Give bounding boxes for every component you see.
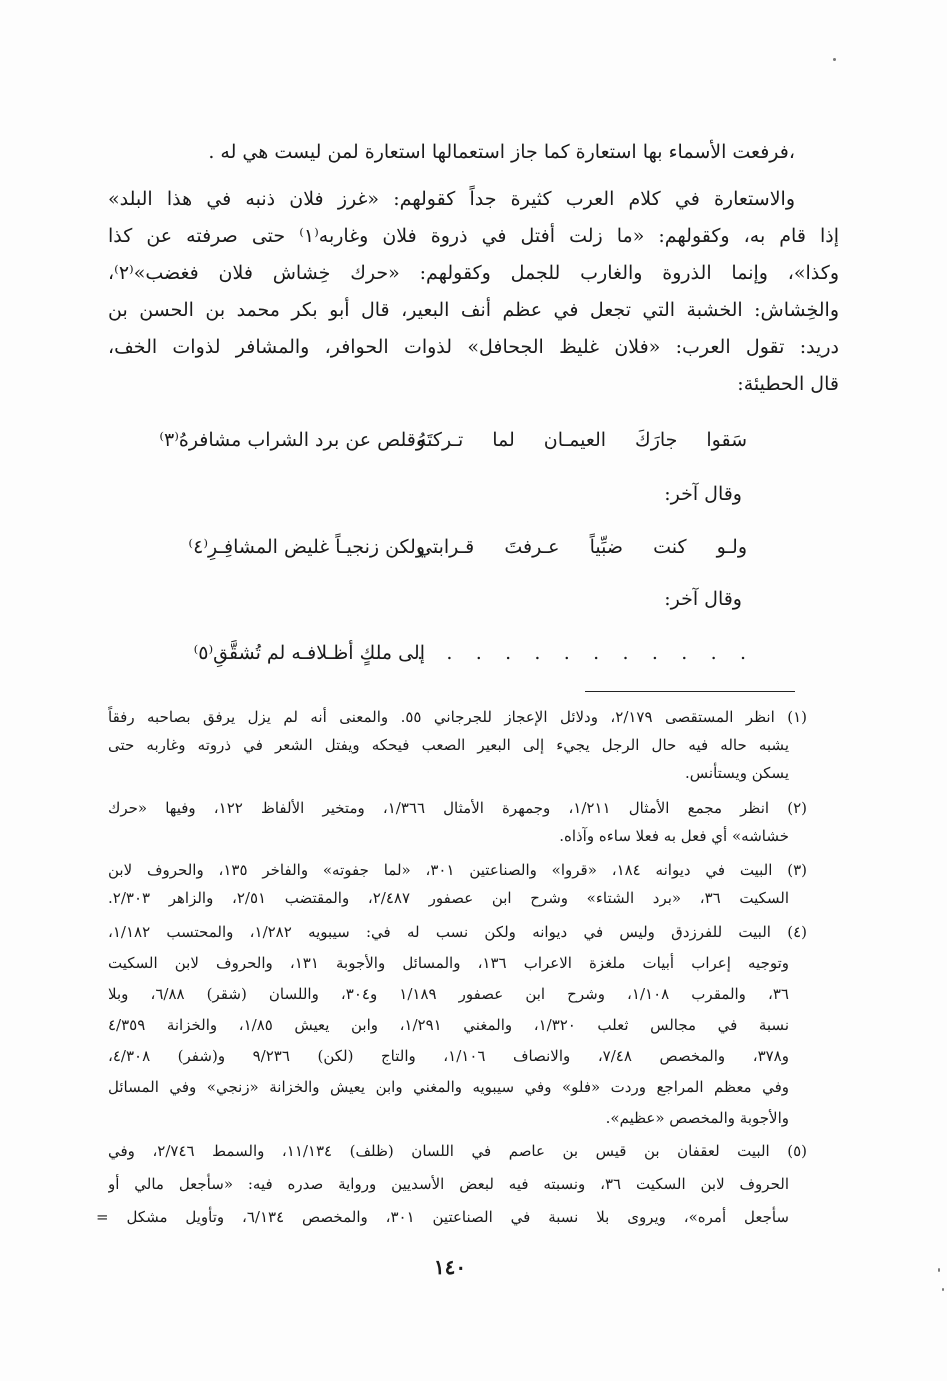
body-line: إذا قام به، وكقولهم: «ما زلت أفتل في ذروة فلان وغاربه⁽١⁾ حتى صرفته عن كذا — [108, 225, 839, 247]
body-line: وكذا»، وإنما الذروة والغارب للجمل وكقولهم: «حرك خِشاش فلان فغضب»⁽٢⁾، — [108, 262, 839, 284]
verse-line — [0, 633, 947, 673]
footnote-line: سأجعل أمره»، ويروى بلا نسبة في الصناعتين ٣٠١، والمخصص ٦/١٣٤، وتأويل مشكل = — [96, 1208, 789, 1226]
footnote-line: يشبه حاله فيه حال الرجل يجيء إلى البعير الصعب فيحكه ويفتل الشعر في ذروته وغاربه حتى — [108, 736, 789, 754]
body-line: والاستعارة في كلام العرب كثيرة جداً كقولهم: «غرز فلان ذنبه في هذا البلد» — [108, 188, 795, 210]
verse-second-hemistich: ولكن زنجيـاً غليض المشافِـرِ⁽٤⁾ — [188, 536, 425, 558]
scan-speck — [833, 58, 836, 61]
footnote-line: الحروف لابن السكيت ٣٦، ونسبته فيه لبعض الأسديين ورواية صدره فيه: «سأجعل مالي أو — [108, 1175, 789, 1193]
footnote-line: وتوجيه إعراب أبيات ملغزة الاعراب ١٣٦، والمسائل والأجوبة ١٣١، والحروف لابن السكيت — [108, 954, 789, 972]
footnote-line: ٣٦، والمقرب ١/١٠٨، وشرح ابن عصفور ١/١٨٩ و٣٠٤، واللسان (شقر) ٦/٨٨، وبلا — [108, 985, 789, 1003]
body-line: قال الحطيئة: — [737, 373, 839, 395]
footnote-line: و٣٧٨، والمخصص ٧/٤٨، والانصاف ١/١٠٦، والتاج (لكن) ٩/٢٣٦ و(شفر) ٤/٣٠٨، — [108, 1047, 789, 1065]
footnote-line: (١) انظر المستقصى ٢/١٧٩، ودلائل الإعجاز للجرجاني ٥٥. والمعنى أنه لم يزل يرفق بصاحبه رفقاً — [108, 708, 807, 726]
verse-intro-label: وقال آخر: — [664, 588, 742, 610]
footnote-line: والأجوبة والمخصص «عظيم». — [605, 1109, 789, 1127]
body-line: دريد: تقول العرب: «فلان غليظ الجحافل» لذوات الحوافر، والمشافر لذوات الخف، — [108, 336, 839, 358]
page-number: ١٤٠ — [433, 1255, 467, 1279]
footnote-line: (٢) انظر مجمع الأمثال ١/٢١١، وجمهرة الأمثال ١/٣٦٦، ومتخير الألفاظ ١٢٢، وفيها «حرك — [108, 799, 807, 817]
footnote-line: (٣) البيت في ديوانه ١٨٤، «قروا» والصناعتين ٣٠١، «لما جفوته» والفاخر ١٣٥، والحروف لابن — [108, 861, 807, 879]
verse-first-hemistich: سَقوا جارَكَ العيمـان لما تـركتَهُ — [417, 429, 747, 451]
footnote-line: السكيت ٣٦، «برد الشتاء» وشرح ابن عصفور ٢/٤٨٧، والمقتضب ٢/٥١، والزاهر ٢/٣٠٣. — [108, 889, 789, 907]
footnote-separator — [585, 691, 795, 692]
verse-first-hemistich: ولـو كنت ضبِّياً عـرفتَ قـرابتي — [417, 536, 747, 558]
footnote-line: نسبة في مجالس ثعلب ١/٣٢٠، والمغني ١/٢٩١، وابن يعيش ١/٨٥، والخزانة ٤/٣٥٩ — [108, 1016, 789, 1034]
body-line: ،فرفعت الأسماء بها استعارة كما جاز استعمالها استعارة لمن ليست هي له . — [208, 141, 795, 163]
verse-line — [0, 527, 947, 567]
scan-speck — [942, 1288, 944, 1291]
verse-intro-label: وقال آخر: — [664, 483, 742, 505]
verse-second-hemistich: إلى ملكٍ أظـلافـه لم تُشقَّقِ⁽٥⁾ — [193, 642, 425, 664]
verse-line — [0, 420, 947, 460]
scan-speck — [938, 1268, 940, 1272]
footnote-line: خشاشه» أي فعل به فعلا ساءه وآذاه. — [559, 827, 789, 845]
footnote-line: (٥) البيت لعقفان بن قيس بن عاصم في اللسان (ظلف) ١١/١٣٤، والسمط ٢/٧٤٦، وفي — [108, 1142, 807, 1160]
footnote-line: يسكن ويستأنس. — [685, 764, 789, 782]
verse-second-hemistich: وقلص عن برد الشراب مشافرهُ⁽٣⁾ — [159, 429, 425, 451]
footnote-line: وفي معظم المراجع وردت «فلو» وفي سيبويه والمغني وابن يعيش والخزانة «زنجي» وفي المسائل — [108, 1078, 789, 1096]
body-line: والخِشاش: الخشبة التي تجعل في عظم أنف البعير، قال أبو بكر محمد بن الحسن بن — [108, 299, 839, 321]
verse-first-hemistich: . . . . . . . . . . . . — [417, 642, 747, 664]
footnote-line: (٤) البيت للفرزدق وليس في ديوانه ولكن نسب له في: سيبويه ١/٢٨٢، والمحتسب ١/١٨٢، — [108, 923, 807, 941]
